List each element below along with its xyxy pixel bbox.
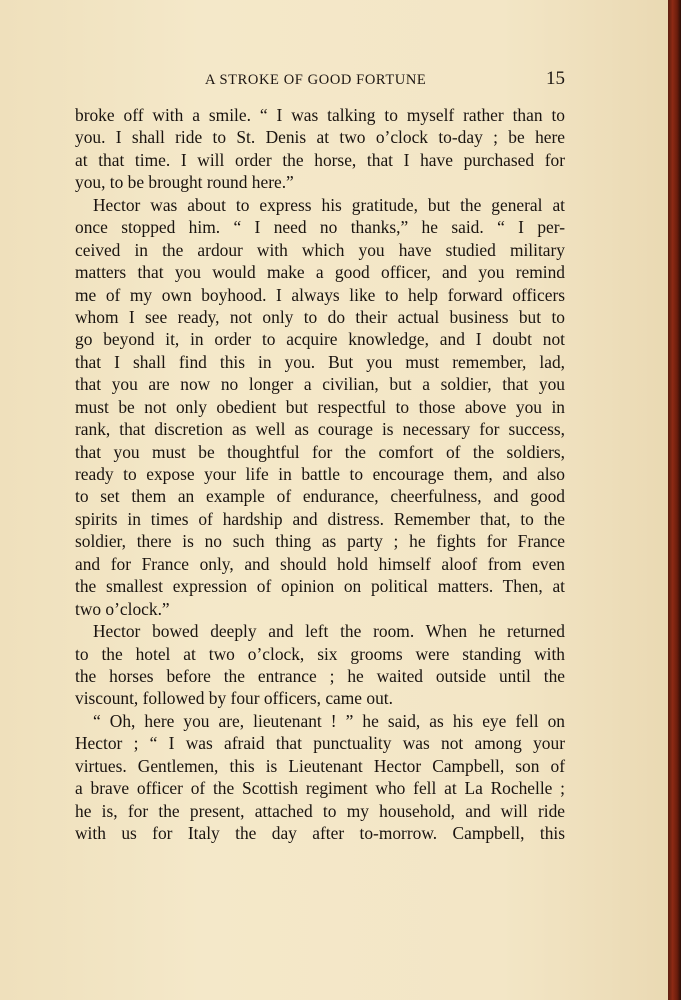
text-line: matters that you would make a good officer, and you remind	[75, 262, 565, 283]
text-line: once stopped him. “ I need no thanks,” he said. “ I per-	[75, 217, 565, 238]
text-line: soldier, there is no such thing as party ; he fights for France	[75, 531, 565, 552]
text-line: that you must be thoughtful for the comfort of the soldiers,	[75, 441, 565, 462]
running-head: A STROKE OF GOOD FORTUNE	[205, 72, 427, 88]
text-line: rank, that discretion as well as courage is necessary for success,	[75, 419, 565, 440]
text-line: ceived in the ardour with which you have studied military	[75, 239, 565, 260]
text-line: to the hotel at two o’clock, six grooms were standing with	[75, 643, 565, 664]
text-line: Hector ; “ I was afraid that punctuality was not among your	[75, 733, 565, 754]
text-line: and for France only, and should hold himself aloof from even	[75, 553, 565, 574]
text-line: “ Oh, here you are, lieutenant ! ” he said, as his eye fell on	[93, 710, 565, 731]
text-line: must be not only obedient but respectful to those above you in	[75, 396, 565, 417]
text-line: with us for Italy the day after to-morrow. Campbell, this	[75, 823, 565, 843]
text-line: you, to be brought round here.”	[75, 172, 294, 193]
text-line: whom I see ready, not only to do their actual business but to	[75, 306, 565, 327]
page-header	[75, 70, 565, 96]
text-line: the smallest expression of opinion on political matters. Then, at	[75, 576, 565, 597]
text-line: viscount, followed by four officers, came out.	[75, 688, 393, 709]
text-line: Hector was about to express his gratitude, but the general at	[93, 194, 565, 215]
text-line: that I shall find this in you. But you must remember, lad,	[75, 351, 565, 372]
text-line: two o’clock.”	[75, 598, 170, 619]
text-line: to set them an example of endurance, cheerfulness, and good	[75, 486, 565, 507]
text-line: that you are now no longer a civilian, but a soldier, that you	[75, 374, 565, 395]
text-line: the horses before the entrance ; he waited outside until the	[75, 665, 565, 686]
page-number: 15	[546, 68, 565, 89]
text-line: go beyond it, in order to acquire knowledge, and I doubt not	[75, 329, 565, 350]
text-line: me of my own boyhood. I always like to help forward officers	[75, 284, 565, 305]
text-line: virtues. Gentlemen, this is Lieutenant Hector Campbell, son of	[75, 755, 565, 776]
text-line: spirits in times of hardship and distress. Remember that, to the	[75, 508, 565, 529]
book-cover-edge	[668, 0, 681, 1000]
text-line: he is, for the present, attached to my household, and will ride	[75, 800, 565, 821]
text-line: you. I shall ride to St. Denis at two o’clock to-day ; be here	[75, 127, 565, 148]
body-text	[75, 104, 565, 844]
text-line: Hector bowed deeply and left the room. When he returned	[93, 621, 565, 642]
text-line: a brave officer of the Scottish regiment who fell at La Rochelle ;	[75, 778, 565, 799]
text-line: ready to expose your life in battle to encourage them, and also	[75, 464, 565, 484]
text-line: broke off with a smile. “ I was talking to myself rather than to	[75, 105, 565, 125]
text-line: at that time. I will order the horse, that I have purchased for	[75, 149, 565, 170]
